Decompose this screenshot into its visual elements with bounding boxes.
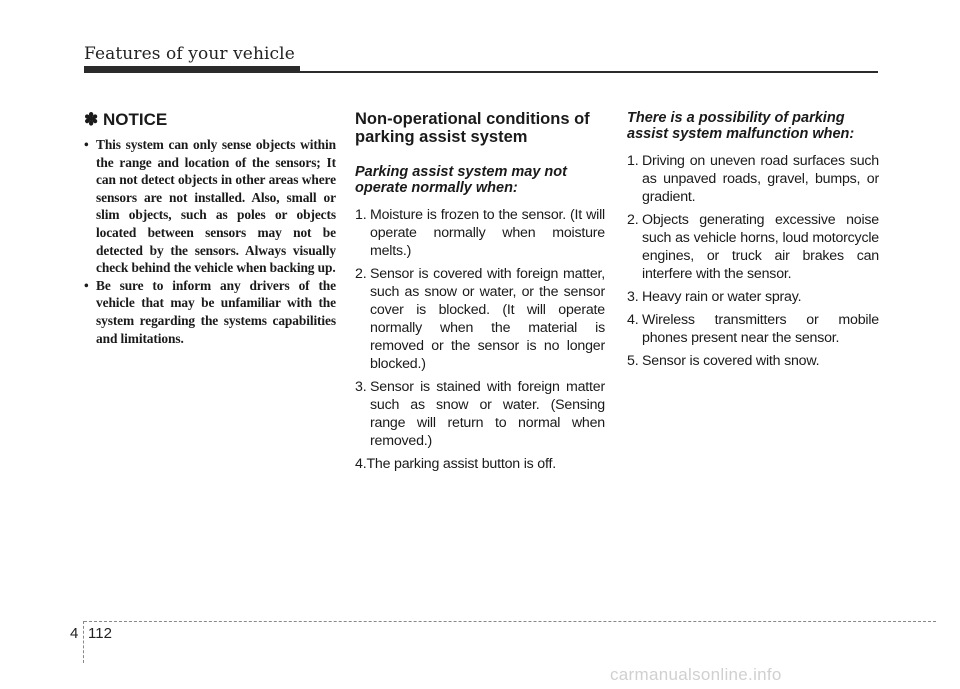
list-item-text: Objects generating excessive noise such as vehicle horns, loud motorcycle engines, or truck air brakes can interfere with the sensor.: [642, 212, 879, 282]
list-item: [355, 455, 605, 473]
notice-heading-label: NOTICE: [102, 110, 168, 129]
list-item-text: Sensor is stained with foreign matter such as snow or water. (Sensing range will return to normal when removed.): [370, 379, 605, 449]
list-item: [355, 378, 605, 450]
list-item-text: Sensor is covered with foreign matter, such as snow or water, or the sensor cover is blocked. (It will operate normally when the material is removed or the sensor is no longer blocked.): [370, 266, 605, 372]
watermark: carmanualsonline.info: [610, 665, 782, 684]
list-item-number: 1.: [627, 153, 639, 169]
footer-divider: [83, 621, 84, 663]
not-operate-heading: Parking assist system may not operate normally when:: [355, 164, 567, 196]
malfunction-column: [627, 110, 879, 375]
list-item-text: Moisture is frozen to the sensor. (It will operate normally when moisture melts.): [370, 207, 605, 259]
list-item: [627, 288, 879, 306]
notice-item-text: This system can only sense objects within the range and location of the sensors; It can not detect objects in other areas where sensors are not installed. Also, small or slim objects, such as poles or objects located between sensors may not be detected by the sensors. Always visually check behind the vehicle when backing up.: [96, 137, 336, 276]
notice-item-text: Be sure to inform any drivers of the vehicle that may be unfamiliar with the system regarding the systems capabilities and limitations.: [96, 277, 336, 346]
bullet-icon: •: [84, 277, 89, 293]
bullet-icon: •: [84, 137, 89, 152]
list-item-number: 4.: [627, 312, 639, 328]
notice-heading: [84, 110, 336, 130]
list-item-text: Sensor is covered with snow.: [642, 353, 820, 369]
list-item: [355, 206, 605, 260]
page-header-title: Features of your vehicle: [84, 44, 295, 64]
list-item: [627, 211, 879, 283]
list-item: [627, 152, 879, 206]
list-item-text: Wireless transmitters or mobile phones present near the sensor.: [642, 312, 879, 346]
list-item-text: The parking assist button is off.: [366, 456, 556, 472]
list-item: [355, 265, 605, 373]
chapter-number: 4: [70, 625, 79, 642]
malfunction-heading: There is a possibility of parking assist system malfunction when:: [627, 110, 855, 142]
notice-item: [84, 277, 336, 347]
not-operate-list: [355, 206, 605, 473]
malfunction-list: [627, 152, 879, 370]
notice-column: [84, 110, 336, 347]
list-item-number: 2.: [355, 266, 367, 282]
list-item-number: 3.: [355, 379, 367, 395]
notice-list: [84, 136, 336, 347]
list-item: [627, 311, 879, 347]
section-title: Non-operational conditions of parking assist system: [355, 110, 590, 146]
non-operational-column: [355, 110, 605, 478]
notice-asterisk-icon: ✽: [84, 110, 99, 129]
list-item-text: Driving on uneven road surfaces such as unpaved roads, gravel, bumps, or gradient.: [642, 153, 879, 205]
header-rule-thick: [84, 66, 300, 73]
list-item-number: 4.: [355, 456, 367, 472]
page-number: 112: [88, 625, 112, 642]
list-item-number: 3.: [627, 289, 639, 305]
header-rule-thin: [300, 71, 878, 73]
list-item-text: Heavy rain or water spray.: [642, 289, 802, 305]
footer-rule: [84, 621, 936, 622]
list-item: [627, 352, 879, 370]
list-item-number: 5.: [627, 353, 639, 369]
notice-item: [84, 136, 336, 277]
list-item-number: 1.: [355, 207, 367, 223]
list-item-number: 2.: [627, 212, 639, 228]
